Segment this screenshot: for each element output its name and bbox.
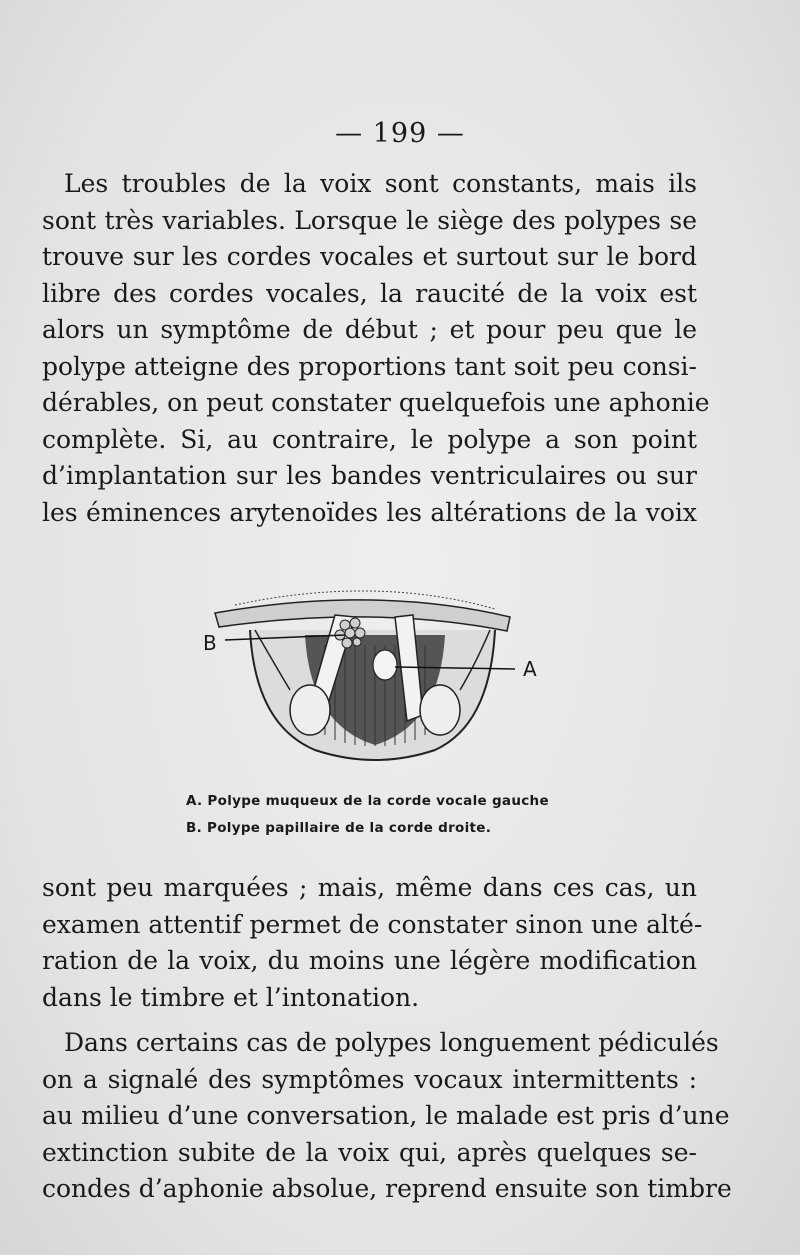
text-line: complète. Si, au contraire, le polype a son point [42, 424, 697, 454]
paragraph-2 [42, 870, 703, 1016]
page-number: — 199 — [335, 118, 465, 149]
larynx-drawing [195, 575, 555, 775]
paragraph-1 [42, 166, 710, 531]
figure-label-a: A [523, 657, 537, 681]
text-line: sont peu marquées ; mais, même dans ces cas, un [42, 873, 697, 902]
text-line: libre des cordes vocales, la raucité de la voix est [42, 278, 697, 308]
text-line: d’implantation sur les bandes ventriculaires ou sur [42, 461, 697, 490]
text-line: on a signalé des symptômes vocaux intermittents : [42, 1064, 697, 1094]
figure-caption-a: A. Polype muqueux de la corde vocale gauche [186, 793, 549, 809]
figure-label-b: B [203, 631, 217, 655]
text-line: sont très variables. Lorsque le siège des polypes se [42, 205, 697, 235]
text-line: alors un symptôme de début ; et pour peu que le [42, 315, 697, 344]
text-line: polype atteigne des proportions tant soit peu consi- [42, 351, 697, 381]
text-line: trouve sur les cordes vocales et surtout sur le bord [42, 242, 697, 271]
text-line: extinction subite de la voix qui, après quelques se- [42, 1137, 697, 1167]
text-line: dans le timbre et l’intonation. [42, 982, 420, 1012]
larynx-illustration [195, 575, 555, 775]
paragraph-3 [42, 1025, 732, 1208]
text-line: les éminences arytenoïdes les altérations de la voix [42, 497, 697, 527]
text-line: examen attentif permet de constater sinon une alté- [42, 909, 703, 939]
figure-caption-b: B. Polype papillaire de la corde droite. [186, 820, 492, 836]
text-line: condes d’aphonie absolue, reprend ensuite son timbre [42, 1174, 732, 1203]
text-line: Les troubles de la voix sont constants, mais ils [64, 169, 697, 198]
text-line: dérables, on peut constater quelquefois une aphonie [42, 388, 710, 417]
text-line: ration de la voix, du moins une légère modification [42, 946, 697, 975]
text-line: Dans certains cas de polypes longuement pédiculés [64, 1028, 719, 1057]
text-line: au milieu d’une conversation, le malade est pris d’une [42, 1101, 730, 1130]
